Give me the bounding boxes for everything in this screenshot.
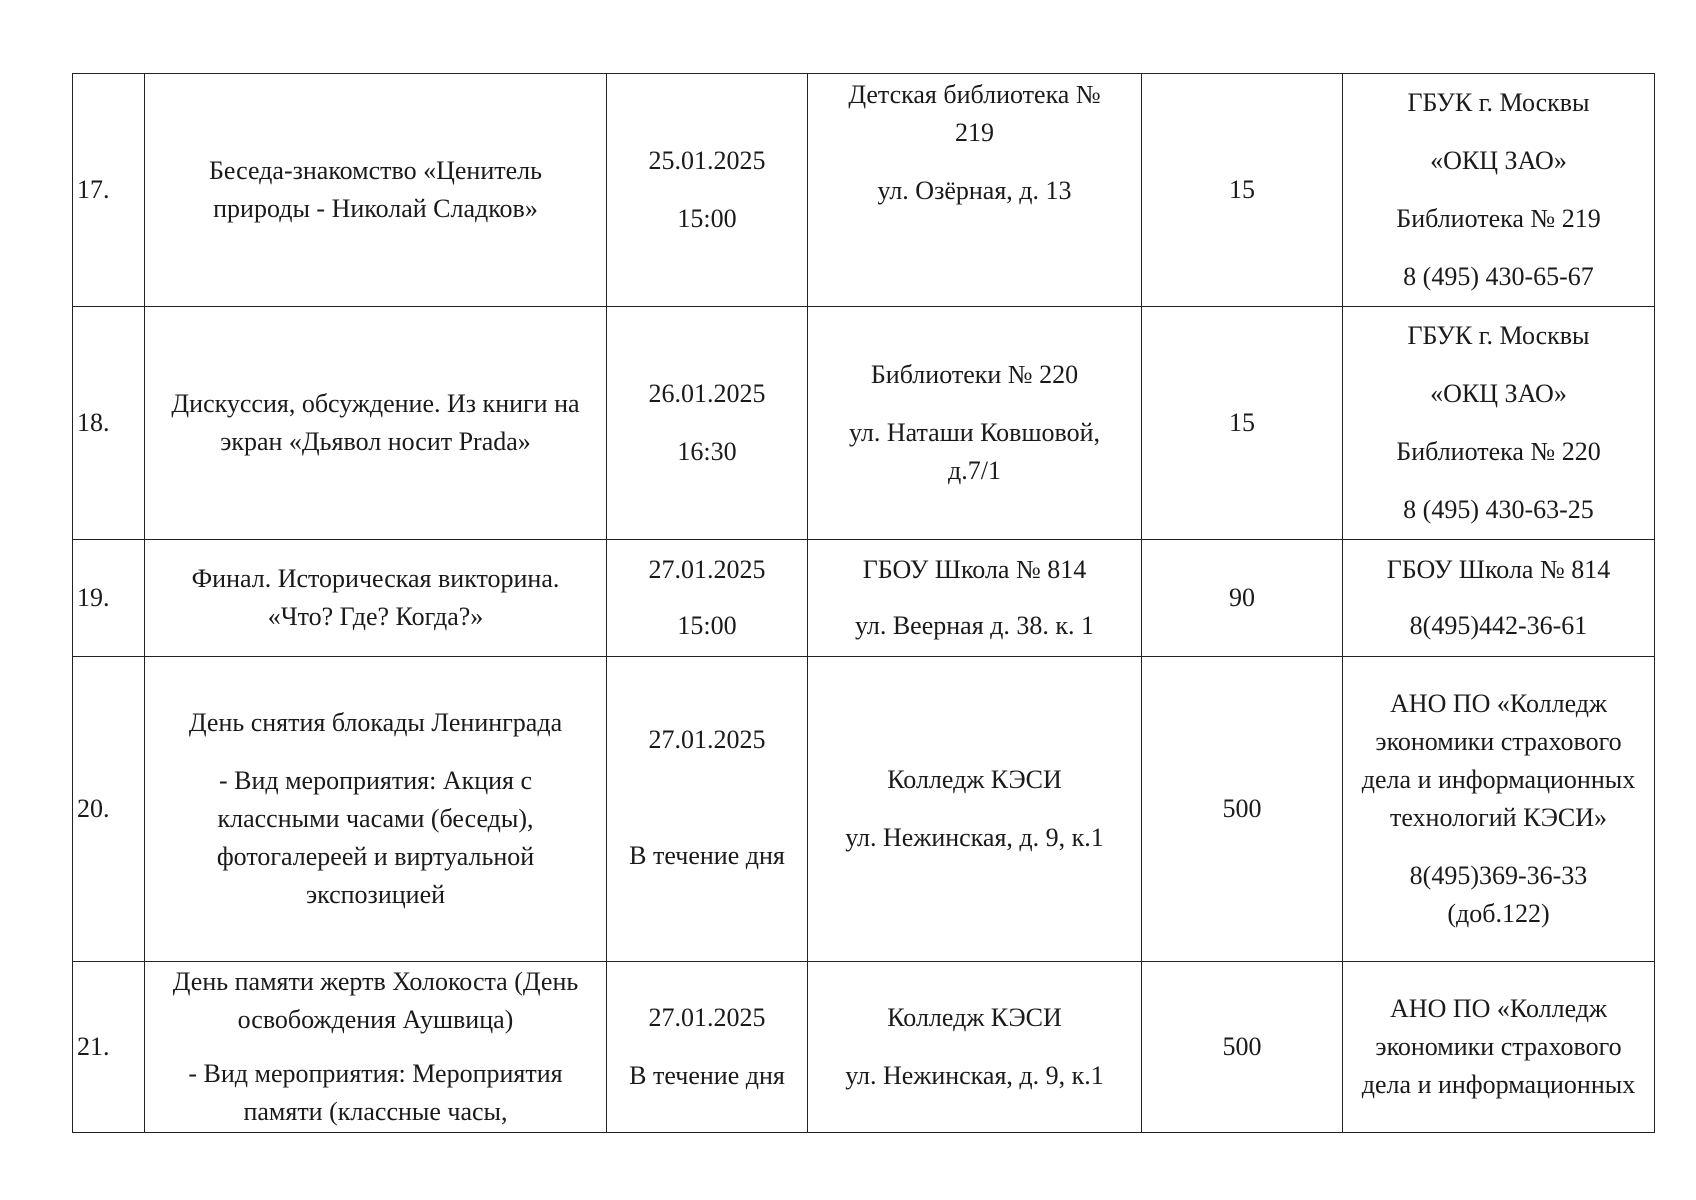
- event-datetime: [607, 540, 808, 657]
- participant-count: 15: [1142, 74, 1343, 307]
- row-number: 19.: [73, 540, 145, 657]
- events-table: [72, 73, 1655, 1133]
- event-title: День снятия блокады Ленинграда - Вид мероприятия: Акция с классными часами (беседы), фотогалереей и виртуальной экспозицией: [145, 657, 607, 962]
- place-address: ул. Озёрная, д. 13: [877, 176, 1072, 205]
- event-date: 27.01.2025: [648, 725, 766, 754]
- place-name: Библиотеки № 220: [870, 360, 1079, 389]
- event-title: Беседа-знакомство «Ценитель природы - Николай Сладков»: [145, 74, 607, 307]
- event-date: 27.01.2025: [648, 555, 766, 584]
- table-row: [73, 307, 1655, 540]
- place-address: ул. Нежинская, д. 9, к.1: [845, 823, 1104, 852]
- event-datetime: [607, 307, 808, 540]
- event-datetime: [607, 657, 808, 962]
- event-place: [808, 962, 1142, 1133]
- table-row: [73, 962, 1655, 1133]
- event-subtitle: - Вид мероприятия: Мероприятия памяти (классные часы,: [188, 1059, 563, 1126]
- organizer: ГБУК г. Москвы «ОКЦ ЗАО» Библиотека № 220 8 (495) 430-63-25: [1343, 307, 1655, 540]
- event-date: 26.01.2025: [648, 379, 766, 408]
- participant-count: 500: [1142, 962, 1343, 1133]
- row-number: 17.: [73, 74, 145, 307]
- organizer: ГБУК г. Москвы «ОКЦ ЗАО» Библиотека № 219 8 (495) 430-65-67: [1343, 74, 1655, 307]
- table-row: [73, 74, 1655, 307]
- organizer-phone: 8(495)369-36-33 (доб.122): [1409, 861, 1588, 928]
- event-time: 15:00: [677, 204, 737, 233]
- event-place: [808, 74, 1142, 307]
- participant-count: 15: [1142, 307, 1343, 540]
- organizer: АНО ПО «Колледж экономики страхового дела и информационных технологий КЭСИ» 8(495)369-36-33 (доб.122): [1343, 657, 1655, 962]
- event-time: 15:00: [677, 611, 737, 640]
- participant-count: 90: [1142, 540, 1343, 657]
- organizer: АНО ПО «Колледж экономики страхового дела и информационных: [1343, 962, 1655, 1133]
- participant-count: 500: [1142, 657, 1343, 962]
- event-place: [808, 307, 1142, 540]
- row-number: 21.: [73, 962, 145, 1133]
- place-address: ул. Наташи Ковшовой, д.7/1: [849, 418, 1100, 485]
- place-address: ул. Нежинская, д. 9, к.1: [845, 1061, 1104, 1090]
- place-address: ул. Веерная д. 38. к. 1: [854, 611, 1095, 640]
- organizer-phone: 8(495)442-36-61: [1409, 611, 1588, 640]
- event-time: В течение дня: [629, 1061, 785, 1090]
- event-place: [808, 540, 1142, 657]
- event-place: [808, 657, 1142, 962]
- organizer: ГБОУ Школа № 814 8(495)442-36-61: [1343, 540, 1655, 657]
- event-date: 27.01.2025: [648, 1003, 766, 1032]
- event-subtitle: - Вид мероприятия: Акция с классными часами (беседы), фотогалереей и виртуальной экспозицией: [216, 766, 535, 909]
- table-row: [73, 540, 1655, 657]
- event-time: В течение дня: [629, 841, 785, 870]
- event-title: День памяти жертв Холокоста (День освобождения Аушвица) - Вид мероприятия: Мероприятия памяти (классные часы,: [145, 962, 607, 1133]
- row-number: 20.: [73, 657, 145, 962]
- event-title: Финал. Историческая викторина. «Что? Где? Когда?»: [145, 540, 607, 657]
- organizer-phone: 8 (495) 430-65-67: [1403, 262, 1594, 291]
- place-name: Колледж КЭСИ: [887, 765, 1062, 794]
- place-name: ГБОУ Школа № 814: [862, 555, 1087, 584]
- event-datetime: [607, 962, 808, 1133]
- event-datetime: [607, 74, 808, 307]
- table-row: [73, 657, 1655, 962]
- place-name: Детская библиотека № 219: [848, 80, 1101, 147]
- row-number: 18.: [73, 307, 145, 540]
- organizer-phone: 8 (495) 430-63-25: [1403, 495, 1594, 524]
- event-date: 25.01.2025: [648, 146, 766, 175]
- event-time: 16:30: [677, 437, 737, 466]
- place-name: Колледж КЭСИ: [887, 1003, 1062, 1032]
- event-title: Дискуссия, обсуждение. Из книги на экран «Дьявол носит Prada»: [145, 307, 607, 540]
